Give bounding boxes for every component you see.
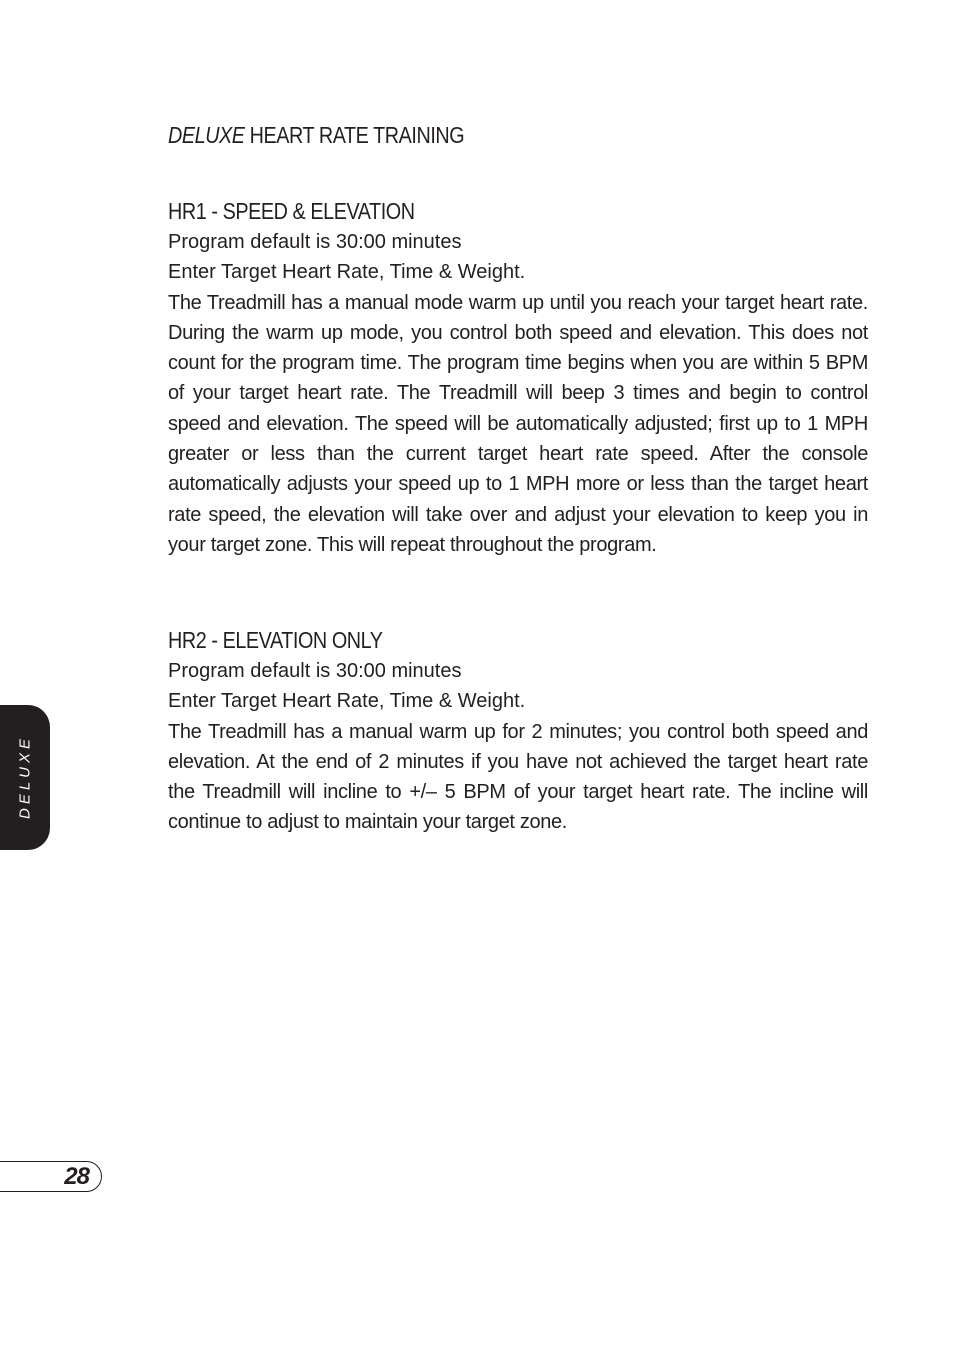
description-hr2: The Treadmill has a manual warm up for 2 minutes; you control both speed and elevation. At the end of 2 minutes if you have not achieved the target heart rate the Treadmill will incline to +/– 5 BPM of your target heart rate. The incline will continue to adjust to maintain your target zone.: [168, 720, 868, 834]
section-heading-hr1: HR1 - SPEED & ELEVATION: [168, 198, 415, 224]
description-hr1: The Treadmill has a manual mode warm up until you reach your target heart rate. During the warm up mode, you control both speed and elevation. This does not count for the program time. The program time begins when you are within 5 BPM of your target heart rate. The Treadmill will beep 3 times and begin to control speed and elevation. The speed will be automatically adjusted; first up to 1 MPH greater or less than the current target heart rate speed. After the console automatically adjusts your speed up to 1 MPH more or less than the target heart rate speed, the elevation will take over and adjust your elevation to keep you in your target zone. This will repeat throughout the program.: [168, 291, 868, 556]
page-title-italic: DELUXE: [168, 122, 245, 148]
program-default-hr1: Program default is 30:00 minutes: [168, 231, 462, 253]
program-default-hr2: Program default is 30:00 minutes: [168, 660, 462, 682]
enter-instructions-hr1: Enter Target Heart Rate, Time & Weight.: [168, 261, 526, 284]
page-number: 28: [64, 1163, 89, 1190]
section-hr2: [168, 624, 868, 838]
side-tab-label: DELUXE: [16, 734, 34, 820]
page-title-rest: HEART RATE TRAINING: [244, 122, 465, 148]
section-heading-hr2: HR2 - ELEVATION ONLY: [168, 627, 383, 653]
page-title: [168, 122, 464, 149]
side-tab: [0, 705, 50, 850]
page-number-box: [0, 1161, 102, 1192]
enter-instructions-hr2: Enter Target Heart Rate, Time & Weight.: [168, 690, 526, 713]
section-hr1: [168, 195, 868, 560]
